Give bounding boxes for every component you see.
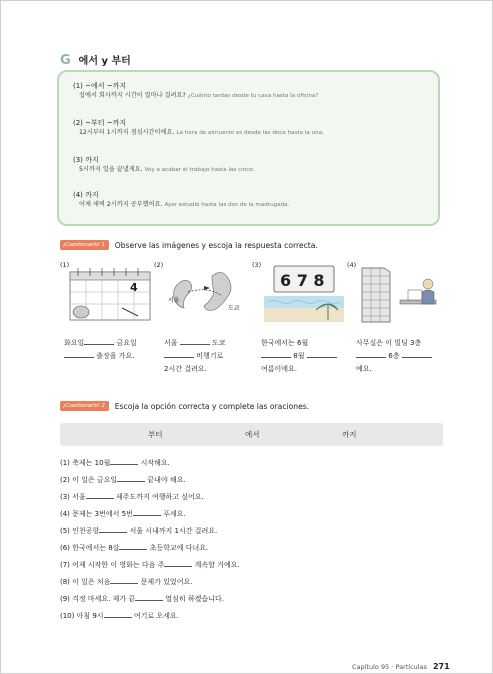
word-bank-option: 부터 — [148, 430, 163, 439]
exercise-instruction: Escoja la opción correcta y complete las oraciones. — [114, 401, 310, 411]
word-bank-option: 까지 — [342, 430, 357, 439]
chapter-label: Capítulo 95 · Partículas — [352, 663, 427, 671]
map-label: 서울 — [168, 297, 180, 304]
section-letter: G — [60, 53, 71, 68]
page-number: 271 — [432, 662, 450, 671]
section-title: 에서 y 부터 — [78, 56, 131, 67]
exercise-sentence: (7) 어제 시작한 이 영화는 다음 주 계속할 거예요. — [60, 561, 240, 569]
grammar-item — [73, 190, 289, 210]
grammar-example: 집에서 회사까지 시간이 얼마나 걸려요? ¿Cuánto tardas desde tu casa hasta la oficina? — [79, 92, 319, 99]
map-label: 도쿄 — [228, 305, 240, 312]
word-bank-option: 에서 — [245, 430, 260, 439]
exercise-sentence: (6) 한국에서는 8살 초등학교에 다녀요. — [60, 544, 209, 552]
picture-caption: 화요일 금요일 출장을 가요. — [64, 339, 137, 360]
exercise-badge: ¡Cuestionarlo! 1 — [60, 240, 109, 250]
picture-number: (3) — [252, 261, 262, 269]
exercise-2-heading — [60, 401, 309, 411]
exercise-badge: ¡Cuestionarlo! 2 — [60, 401, 109, 411]
map-illustration — [160, 262, 252, 324]
exercise-1-heading — [60, 240, 318, 250]
grammar-head: (1) ~에서 ~까지 — [73, 82, 127, 90]
grammar-head: (4) 까지 — [73, 191, 99, 199]
beach-calendar-text: 6 7 8 — [280, 271, 325, 290]
grammar-head: (3) 까지 — [73, 156, 99, 164]
exercise-sentence: (8) 이 일은 처음 문제가 있었어요. — [60, 578, 193, 586]
picture-number: (1) — [60, 261, 70, 269]
calendar-number: 4 — [130, 281, 138, 294]
picture-number: (4) — [347, 261, 357, 269]
exercise-sentence: (5) 인천공항 서울 시내까지 1시간 걸려요. — [60, 527, 218, 535]
exercise-sentence: (4) 문제는 3번에서 5번 푸세요. — [60, 510, 186, 518]
grammar-box — [57, 70, 440, 226]
grammar-example: 12시부터 1시까지 점심시간이에요. La hora de almuerzo es desde las doce hasta la una. — [79, 129, 324, 136]
picture-caption: 서울 도쿄 비행기로 2시간 걸려요. — [164, 339, 226, 373]
exercise-instruction: Observe las imágenes y escoja la respuesta correcta. — [114, 240, 318, 250]
calendar-illustration — [64, 262, 156, 324]
picture-number: (2) — [154, 261, 164, 269]
grammar-example: 5시까지 일을 끝낼게요. Voy a acabar el trabajo hasta las cinco. — [79, 166, 255, 173]
picture-caption: 사무실은 이 빌딩 3층 6층 예요. — [356, 337, 432, 376]
office-building-illustration — [352, 262, 444, 324]
grammar-head: (2) ~부터 ~까지 — [73, 119, 127, 127]
exercise-sentence: (1) 축제는 10월 시작해요. — [60, 459, 170, 467]
exercise-sentence: (2) 이 일은 금요일 끝내야 해요. — [60, 476, 186, 484]
grammar-item — [73, 155, 254, 175]
page-footer — [352, 662, 450, 671]
word-bank — [60, 423, 443, 446]
exercise-sentence: (10) 아침 9시 여기로 오세요. — [60, 612, 179, 620]
picture-caption: 한국에서는 6월 8월 여름이에요. — [261, 337, 337, 376]
exercise-sentence: (3) 서울 제주도까지 여행하고 싶어요. — [60, 493, 204, 501]
beach-calendar-illustration — [258, 262, 350, 324]
grammar-example: 어제 새벽 2시까지 공부했어요. Ayer estudié hasta las dos de la madrugada. — [79, 201, 290, 208]
section-header — [60, 52, 131, 68]
exercise-sentence: (9) 걱정 마세요. 제가 끝 열심히 하겠습니다. — [60, 595, 224, 603]
grammar-item — [73, 81, 318, 101]
grammar-item — [73, 118, 324, 138]
